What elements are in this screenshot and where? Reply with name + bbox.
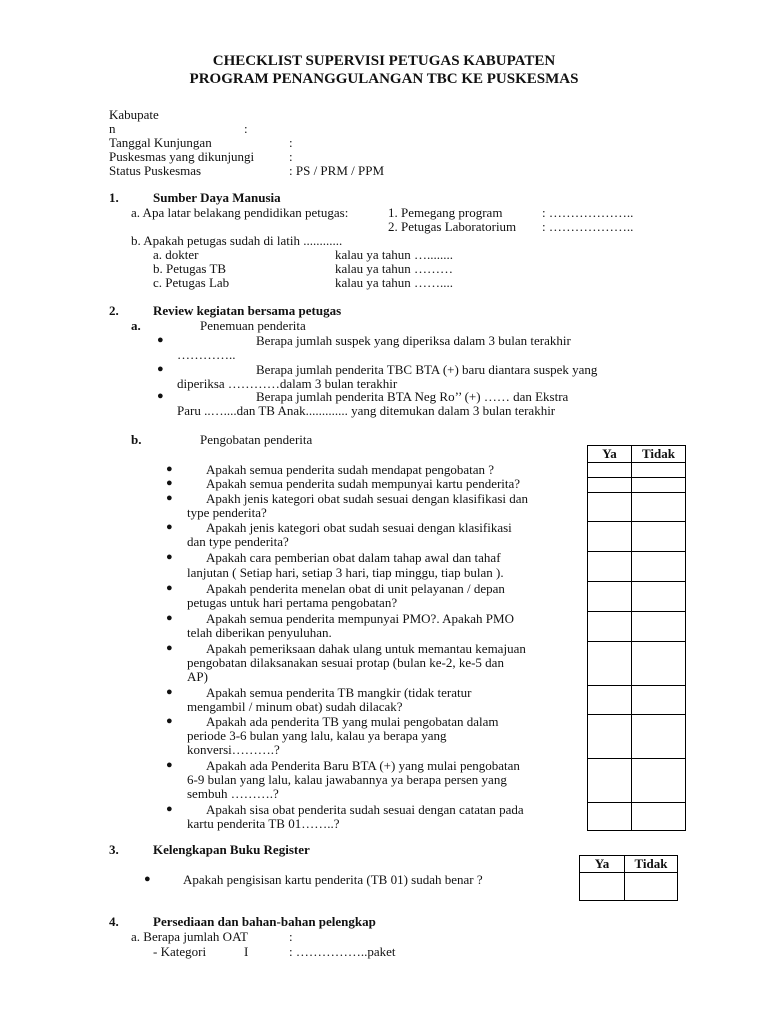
s2a-item-line1: Berapa jumlah penderita TBC BTA (+) baru diantara suspek yang [256,362,598,377]
bullet-icon: ● [166,803,173,815]
s2b-item-line: lanjutan ( Setiap hari, setiap 3 hari, tiap minggu, tiap bulan ). [187,565,504,580]
section-2-number: 2. [109,303,119,318]
s1-option-2: 2. Petugas Laboratorium [388,219,517,234]
s2b-item-line: Apakah semua penderita sudah mempunyai kartu penderita? [206,476,521,491]
s2-subsection-b-title: Pengobatan penderita [200,432,313,447]
s1-row-value: kalau ya tahun …........ [335,247,454,262]
s2b-item-line: Apakah cara pemberian obat dalam tahap awal dan tahaf [206,550,501,565]
s2b-item-line: Apakah semua penderita TB mangkir (tidak teratur [206,685,472,700]
bullet-icon: ● [166,492,173,504]
s1-row-label: b. Petugas TB [153,261,227,276]
answer-cell-tidak[interactable] [632,686,686,715]
document-title-line1: CHECKLIST SUPERVISI PETUGAS KABUPATEN [212,53,556,69]
status-label: Status Puskesmas [109,163,202,178]
s2b-answer-table [587,445,686,831]
s1-option-1: 1. Pemegang program [388,205,503,220]
answer-cell-ya[interactable] [588,582,632,612]
answer-cell-ya[interactable] [588,522,632,552]
answer-cell-ya[interactable] [588,612,632,642]
s2-subsection-a-title: Penemuan penderita [200,318,306,333]
s2b-item-line: Apakah jenis kategori obat sudah sesuai dengan klasifikasi [206,520,512,535]
answer-cell-ya[interactable] [588,478,632,493]
s2a-item-line1: Berapa jumlah suspek yang diperiksa dalam 3 bulan terakhir [256,333,571,348]
col-ya-header: Ya [580,856,625,873]
s2b-item-line: Apakah ada Penderita Baru BTA (+) yang mulai pengobatan [206,758,520,773]
kabupaten-label-wrap: n [109,121,116,136]
answer-cell-tidak[interactable] [632,493,686,522]
answer-cell-tidak[interactable] [625,873,678,901]
answer-cell-ya[interactable] [588,686,632,715]
s1-row-value: kalau ya tahun ……… [335,261,454,276]
answer-cell-tidak[interactable] [632,715,686,759]
answer-cell-ya[interactable] [588,552,632,582]
s2a-item-line2: ………….. [177,347,236,362]
bullet-icon: ● [157,334,164,346]
s2b-item-line: pengobatan dilaksanakan sesuai protap (bulan ke-2, ke-5 dan [187,655,504,670]
answer-cell-tidak[interactable] [632,759,686,803]
answer-cell-ya[interactable] [580,873,625,901]
s1-row-label: c. Petugas Lab [153,275,230,290]
col-tidak-header: Tidak [625,856,678,873]
col-ya-header: Ya [588,446,632,463]
bullet-icon: ● [166,686,173,698]
bullet-icon: ● [166,477,173,489]
s1-row-value: kalau ya tahun …….... [335,275,454,290]
bullet-icon: ● [166,612,173,624]
s2-subsection-a-letter: a. [131,318,141,333]
s1-question-a: a. Apa latar belakang pendidikan petugas: [131,205,349,220]
answer-cell-ya[interactable] [588,759,632,803]
bullet-icon: ● [157,390,164,402]
kabupaten-label: Kabupate [109,107,159,122]
s1-option-1-value: : ……………….. [542,205,634,220]
puskesmas-colon: : [289,149,293,164]
section-3-title: Kelengkapan Buku Register [153,842,310,857]
s2a-item-line2: Paru ..…....dan TB Anak............. yang ditemukan dalam 3 bulan terakhir [177,403,556,418]
s2b-item-line: periode 3-6 bulan yang lalu, kalau ya berapa yang [187,728,447,743]
s2a-item-line1: Berapa jumlah penderita BTA Neg Ro’’ (+) …… dan Ekstra [256,389,569,404]
s4-kategori-label: - Kategori [153,944,207,959]
s4-question-a: a. Berapa jumlah OAT [131,929,248,944]
answer-cell-tidak[interactable] [632,582,686,612]
s2b-item-line: konversi……….? [187,742,280,757]
s2b-item-line: petugas untuk hari pertama pengobatan? [187,595,398,610]
tanggal-colon: : [289,135,293,150]
answer-cell-ya[interactable] [588,463,632,478]
s2b-item-line: 6-9 bulan yang lalu, kalau jawabannya ya berapa persen yang [187,772,507,787]
s2b-item-line: Apakah pemeriksaan dahak ulang untuk memantau kemajuan [206,641,526,656]
bullet-icon: ● [166,521,173,533]
s2b-item-line: sembuh ……….? [187,786,279,801]
s2b-item-line: telah diberikan penyuluhan. [187,625,332,640]
section-4-title: Persediaan dan bahan-bahan pelengkap [153,914,376,929]
s2b-item-line: Apakah penderita menelan obat di unit pelayanan / depan [206,581,505,596]
answer-cell-tidak[interactable] [632,642,686,686]
section-2-title: Review kegiatan bersama petugas [153,303,342,318]
s2b-item-line: mengambil / minum obat) sudah dilacak? [187,699,403,714]
bullet-icon: ● [166,642,173,654]
s2a-item-line2: diperiksa …………dalam 3 bulan terakhir [177,376,398,391]
s2b-item-line: Apakah semua penderita mempunyai PMO?. Apakah PMO [206,611,514,626]
answer-cell-tidak[interactable] [632,463,686,478]
col-tidak-header: Tidak [632,446,686,463]
s3-answer-table [579,855,678,901]
section-1-title: Sumber Daya Manusia [153,190,281,205]
s4-kategori-number: I [244,944,249,959]
s2b-item-line: type penderita? [187,505,267,520]
s2b-item-line: dan type penderita? [187,534,289,549]
s2b-item-line: Apakah sisa obat penderita sudah sesuai dengan catatan pada [206,802,524,817]
s2b-item-line: Apakah ada penderita TB yang mulai pengobatan dalam [206,714,499,729]
bullet-icon: ● [144,873,151,885]
s4-question-a-colon: : [289,929,293,944]
s2b-item-line: Apakah semua penderita sudah mendapat pengobatan ? [206,462,495,477]
answer-cell-ya[interactable] [588,715,632,759]
s3-item: Apakah pengisisan kartu penderita (TB 01) sudah benar ? [183,872,483,887]
bullet-icon: ● [166,463,173,475]
section-1-number: 1. [109,190,119,205]
answer-cell-tidak[interactable] [632,522,686,552]
section-4-number: 4. [109,914,119,929]
status-value: : PS / PRM / PPM [289,163,385,178]
answer-cell-ya[interactable] [588,803,632,831]
s1-option-2-value: : ……………….. [542,219,634,234]
answer-cell-tidak[interactable] [632,478,686,493]
s4-kategori-value: : ……………..paket [289,944,396,959]
answer-cell-ya[interactable] [588,642,632,686]
section-3-number: 3. [109,842,119,857]
tanggal-label: Tanggal Kunjungan [109,135,212,150]
s1-question-b: b. Apakah petugas sudah di latih ............ [131,233,343,248]
puskesmas-label: Puskesmas yang dikunjungi [109,149,255,164]
s2-subsection-b-letter: b. [131,432,142,447]
bullet-icon: ● [166,582,173,594]
kabupaten-colon: : [244,121,248,136]
answer-cell-tidak[interactable] [632,552,686,582]
bullet-icon: ● [166,551,173,563]
bullet-icon: ● [166,715,173,727]
document-title-line2: PROGRAM PENANGGULANGAN TBC KE PUSKESMAS [189,71,579,87]
bullet-icon: ● [157,363,164,375]
answer-cell-tidak[interactable] [632,612,686,642]
answer-cell-ya[interactable] [588,493,632,522]
s2b-item-line: AP) [187,669,208,684]
answer-cell-tidak[interactable] [632,803,686,831]
s2b-item-line: Apakh jenis kategori obat sudah sesuai dengan klasifikasi dan [206,491,529,506]
s1-row-label: a. dokter [153,247,199,262]
s2b-item-line: kartu penderita TB 01……..? [187,816,340,831]
bullet-icon: ● [166,759,173,771]
